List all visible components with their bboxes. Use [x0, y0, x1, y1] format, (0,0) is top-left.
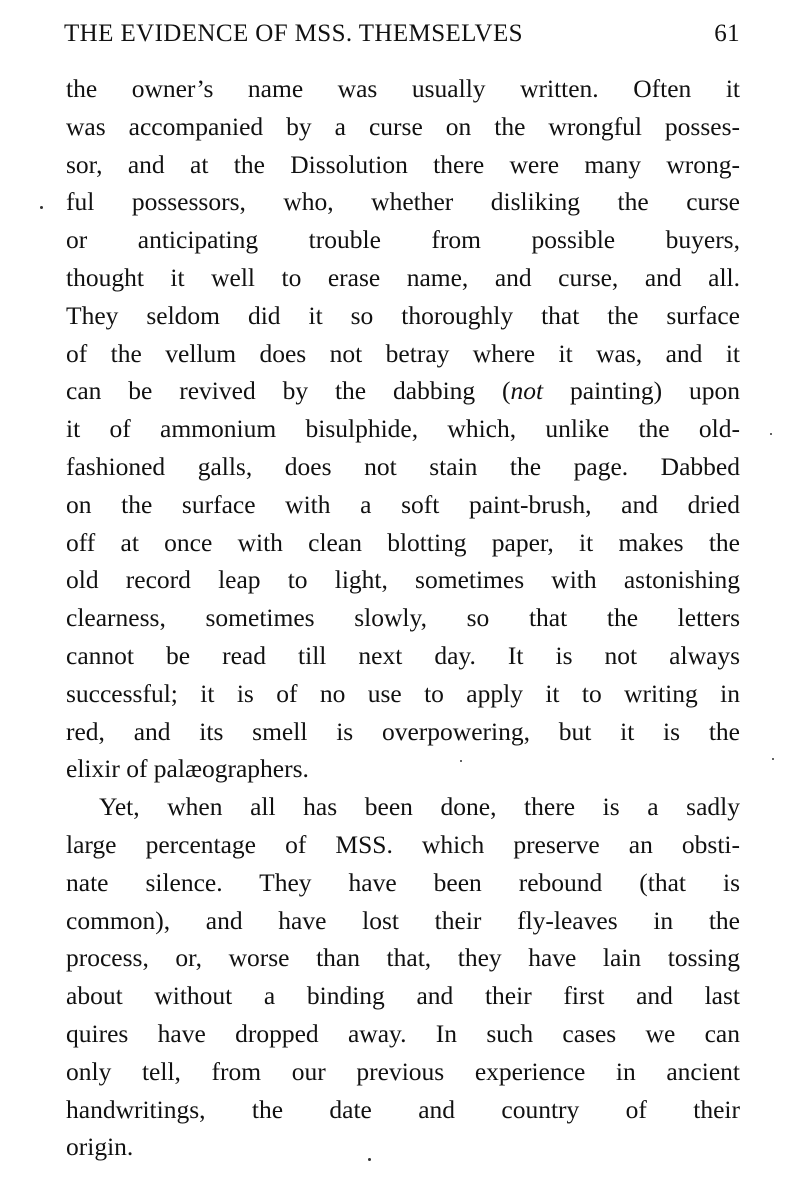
text-line: elixir of palæographers. [66, 754, 309, 784]
text-line: Yet, when all has been done, there is a sadly [99, 792, 740, 822]
text-line: ful possessors, who, whether disliking the curse [66, 187, 740, 217]
ink-speck [40, 206, 43, 209]
ink-speck [460, 760, 462, 762]
text-line: handwritings, the date and country of their [66, 1094, 740, 1124]
text-line: fashioned galls, does not stain the page. Dabbed [66, 451, 740, 481]
paragraph-1 [66, 70, 740, 788]
text-segment: can be revived by the dabbing ( [66, 376, 511, 406]
text-line: nate silence. They have been rebound (that is [66, 867, 740, 897]
page-number: 61 [714, 20, 740, 47]
text-line: process, or, worse than that, they have lain tossing [66, 943, 740, 973]
text-line: quires have dropped away. In such cases we can [66, 1018, 740, 1048]
text-line: on the surface with a soft paint-brush, and dried [66, 489, 740, 519]
text-line: the owner’s name was usually written. Often it [66, 74, 740, 103]
text-line: clearness, sometimes slowly, so that the letters [66, 603, 740, 633]
text-line: origin. [66, 1132, 134, 1162]
text-segment: painting) upon [543, 376, 740, 406]
running-head [64, 20, 740, 54]
text-line: about without a binding and their first and last [66, 981, 740, 1011]
text-line-with-italic [66, 372, 740, 410]
text-line: sor, and at the Dissolution there were many wrong- [66, 149, 740, 179]
ink-speck [368, 1158, 371, 1161]
text-line: They seldom did it so thoroughly that the surface [66, 300, 740, 330]
italic-word: not [510, 376, 544, 406]
text-line: thought it well to erase name, and curse, and all. [66, 262, 740, 292]
text-line: large percentage of MSS. which preserve an obsti- [66, 829, 740, 859]
text-line: red, and its smell is overpowering, but it is the [66, 716, 740, 746]
text-line: of the vellum does not betray where it was, and it [66, 338, 740, 368]
paragraph-2 [66, 788, 740, 1166]
text-line: was accompanied by a curse on the wrongful posses- [66, 111, 740, 141]
body-text [66, 70, 740, 1166]
running-title: THE EVIDENCE OF MSS. THEMSELVES [64, 20, 523, 47]
text-line: common), and have lost their fly-leaves in the [66, 905, 740, 935]
text-line: or anticipating trouble from possible buyers, [66, 225, 740, 255]
ink-speck [770, 433, 772, 435]
text-line: it of ammonium bisulphide, which, unlike the old- [66, 414, 740, 444]
text-line: off at once with clean blotting paper, it makes the [66, 527, 740, 557]
text-line: only tell, from our previous experience in ancient [66, 1056, 740, 1086]
text-line: successful; it is of no use to apply it to writing in [66, 678, 740, 708]
text-line: cannot be read till next day. It is not always [66, 640, 740, 670]
text-line: old record leap to light, sometimes with astonishing [66, 565, 740, 595]
ink-speck [772, 758, 774, 760]
